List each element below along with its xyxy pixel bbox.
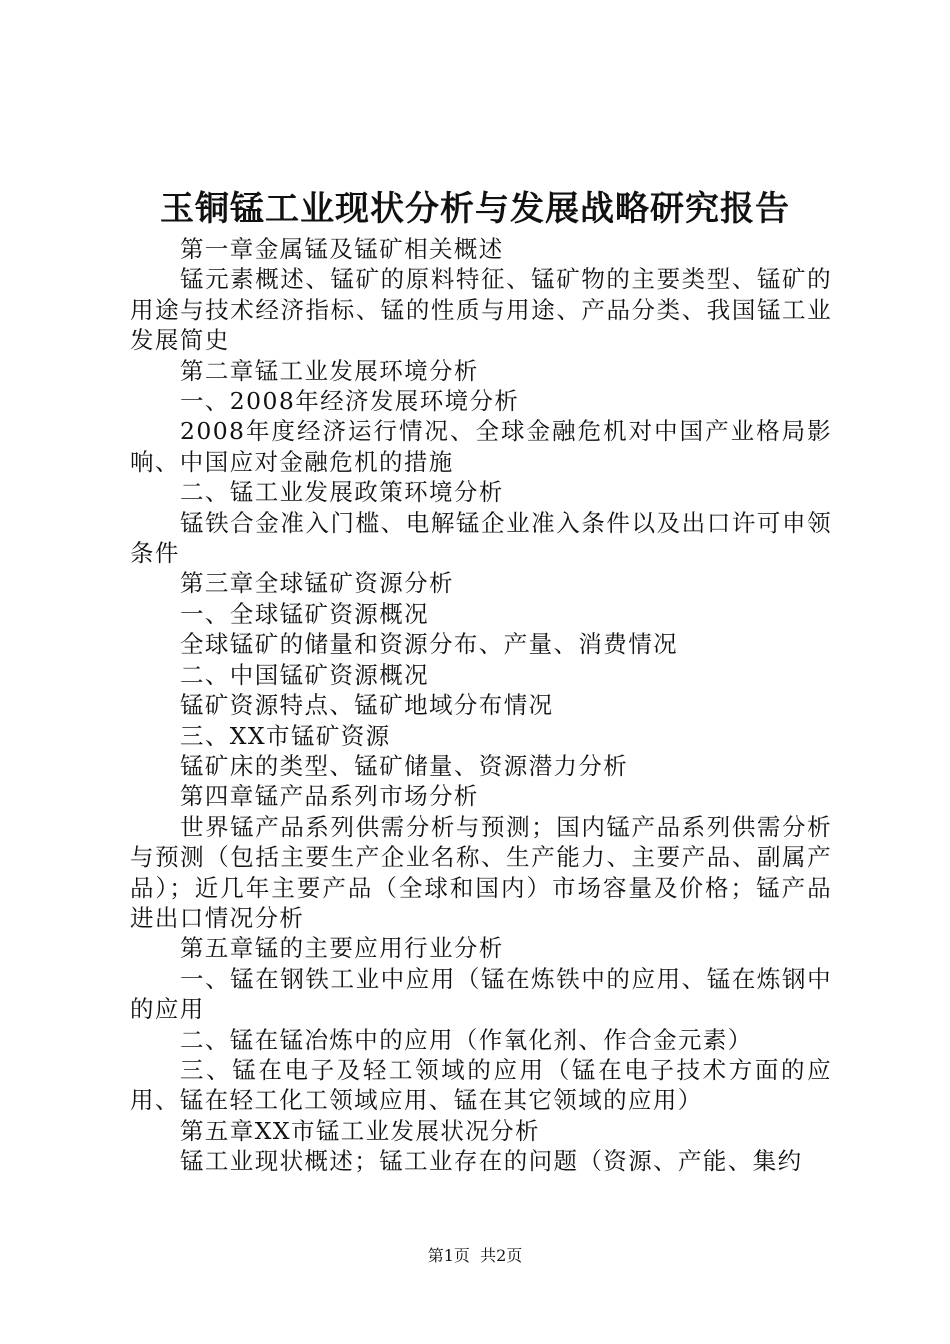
paragraph-17: 第五章锰的主要应用行业分析 [180, 934, 504, 963]
paragraph-18: 一、锰在钢铁工业中应用（锰在炼铁中的应用、锰在炼钢中的应用 [130, 964, 832, 1024]
document-body [130, 234, 832, 1177]
paragraph-16: 世界锰产品系列供需分析与预测；国内锰产品系列供需分析与预测（包括主要生产企业名称、生产能力、主要产品、副属产品）；近几年主要产品（全球和国内）市场容量及价格；锰产品进出口情况分析 [130, 812, 832, 932]
paragraph-15: 第四章锰产品系列市场分析 [180, 782, 479, 811]
paragraph-20: 三、锰在电子及轻工领域的应用（锰在电子技术方面的应用、锰在轻工化工领域应用、锰在其它领域的应用） [130, 1055, 832, 1115]
paragraph-7: 锰铁合金准入门槛、电解锰企业准入条件以及出口许可申领条件 [130, 508, 832, 568]
paragraph-13: 三、XX市锰矿资源 [180, 721, 391, 750]
paragraph-22: 锰工业现状概述；锰工业存在的问题（资源、产能、集约 [180, 1147, 803, 1176]
paragraph-19: 二、锰在锰冶炼中的应用（作氧化剂、作合金元素） [180, 1025, 753, 1054]
page-footer [0, 1244, 950, 1268]
paragraph-3: 第二章锰工业发展环境分析 [180, 356, 479, 385]
paragraph-10: 全球锰矿的储量和资源分布、产量、消费情况 [180, 630, 678, 659]
paragraph-9: 一、全球锰矿资源概况 [180, 599, 429, 628]
paragraph-2: 锰元素概述、锰矿的原料特征、锰矿物的主要类型、锰矿的用途与技术经济指标、锰的性质与用途、产品分类、我国锰工业发展简史 [130, 265, 832, 355]
page-number: 第1页 [427, 1246, 470, 1265]
paragraph-1: 第一章金属锰及锰矿相关概述 [180, 235, 504, 263]
document-title: 玉铜锰工业现状分析与发展战略研究报告 [160, 189, 790, 229]
paragraph-21: 第五章XX市锰工业发展状况分析 [180, 1116, 540, 1145]
page-total: 共2页 [480, 1246, 523, 1265]
paragraph-6: 二、锰工业发展政策环境分析 [180, 478, 504, 507]
paragraph-5: 2008年度经济运行情况、全球金融危机对中国产业格局影响、中国应对金融危机的措施 [130, 417, 832, 476]
paragraph-12: 锰矿资源特点、锰矿地域分布情况 [180, 691, 554, 720]
paragraph-11: 二、中国锰矿资源概况 [180, 660, 429, 689]
paragraph-14: 锰矿床的类型、锰矿储量、资源潜力分析 [180, 751, 629, 780]
paragraph-4: 一、2008年经济发展环境分析 [180, 387, 520, 416]
footer-spacer [470, 1246, 480, 1265]
paragraph-8: 第三章全球锰矿资源分析 [180, 569, 454, 598]
